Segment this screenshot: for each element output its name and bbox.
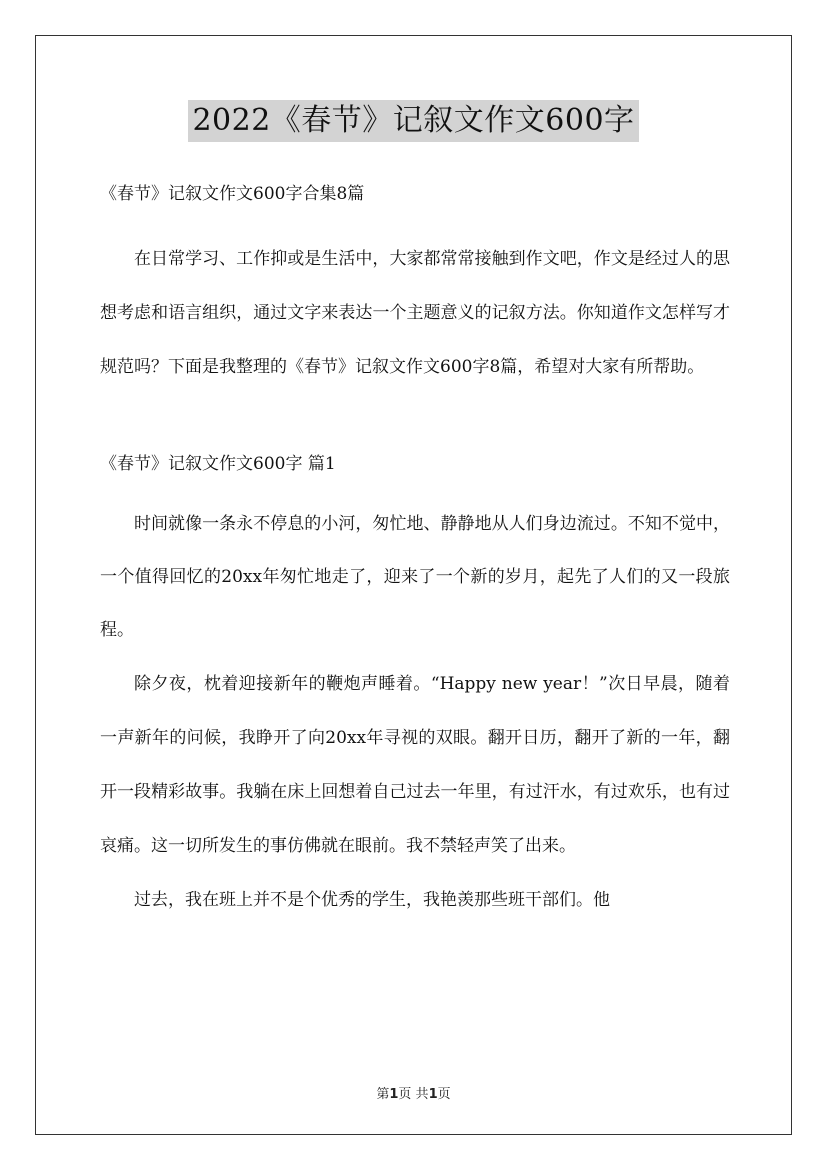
body-paragraph: 除夕夜，枕着迎接新年的鞭炮声睡着。“Happy new year！”次日早晨，随着一声新年的问候，我睁开了向20xx年寻视的双眼。翻开日历，翻开了新的一年，翻开一段精彩故事。我躺在床上回想着自己过去一年里，有过汗水，有过欢乐，也有过哀痛。这一切所发生的事仿佛就在眼前。我不禁轻声笑了出来。 bbox=[100, 674, 730, 856]
section-heading: 《春节》记叙文作文600字 篇1 bbox=[100, 454, 336, 474]
page-current: 1 bbox=[389, 1087, 399, 1102]
document-title: 2022《春节》记叙文作文600字 bbox=[188, 100, 638, 142]
intro-paragraph: 在日常学习、工作抑或是生活中，大家都常常接触到作文吧，作文是经过人的思想考虑和语言组织，通过文字来表达一个主题意义的记叙方法。你知道作文怎样写才规范吗？下面是我整理的《春节》记叙文作文600字8篇，希望对大家有所帮助。 bbox=[100, 249, 730, 377]
page-label-prefix: 第 bbox=[376, 1087, 390, 1102]
page-label-mid: 页 共 bbox=[398, 1087, 429, 1102]
document-body bbox=[100, 176, 730, 927]
body-paragraph: 时间就像一条永不停息的小河，匆忙地、静静地从人们身边流过。不知不觉中，一个值得回忆的20xx年匆忙地走了，迎来了一个新的岁月，起先了人们的又一段旅程。 bbox=[100, 514, 730, 640]
document-subtitle: 《春节》记叙文作文600字合集8篇 bbox=[100, 184, 365, 204]
page-label-suffix: 页 bbox=[437, 1087, 451, 1102]
page-total: 1 bbox=[428, 1087, 438, 1102]
title-container bbox=[0, 100, 827, 142]
page-footer bbox=[0, 1083, 827, 1102]
body-paragraph: 过去，我在班上并不是个优秀的学生，我艳羡那些班干部们。他 bbox=[134, 890, 610, 910]
